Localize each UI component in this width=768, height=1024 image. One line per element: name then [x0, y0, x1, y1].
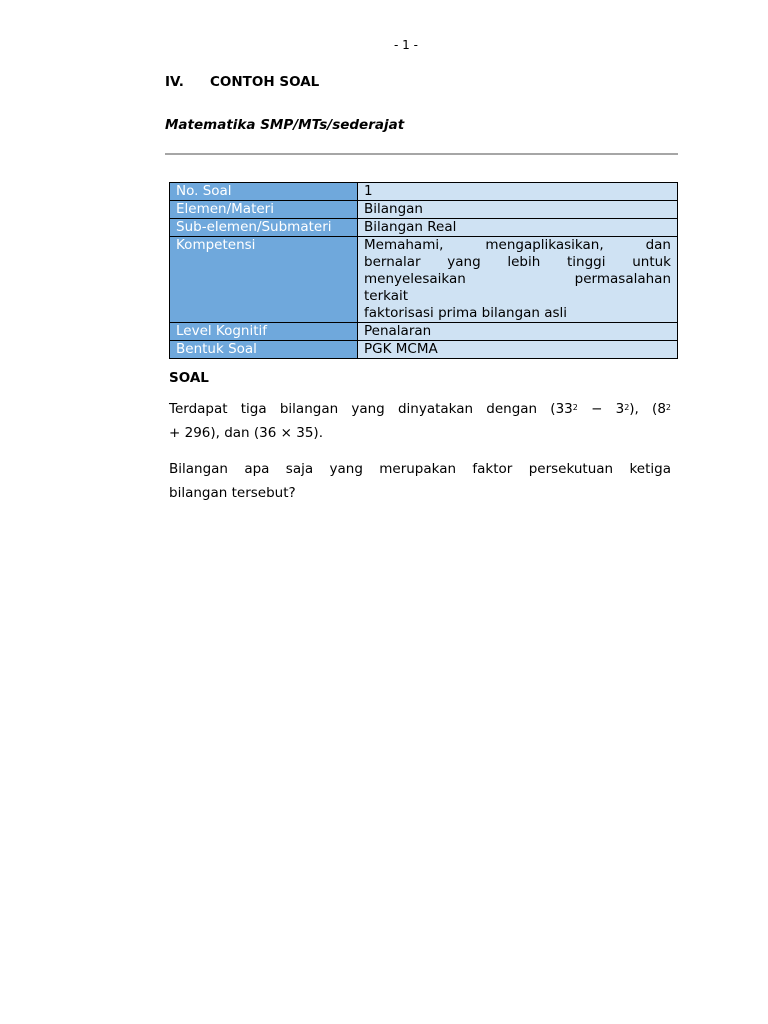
level-label: Level Kognitif	[170, 323, 358, 341]
exponent: 2	[665, 403, 671, 412]
sub-elemen-value: Bilangan Real	[358, 219, 678, 237]
table-row-sub-elemen	[170, 219, 678, 237]
question-line: Bilangan apa saja yang merupakan faktor persekutuan ketiga	[169, 461, 671, 477]
kompetensi-line: faktorisasi prima bilangan asli	[364, 305, 568, 321]
section-heading	[165, 74, 319, 90]
elemen-label: Elemen/Materi	[170, 201, 358, 219]
section-title: CONTOH SOAL	[210, 74, 320, 90]
sub-elemen-label: Sub-elemen/Submateri	[170, 219, 358, 237]
no-soal-label: No. Soal	[170, 183, 358, 201]
kompetensi-line: menyelesaikan permasalahan	[364, 271, 671, 287]
horizontal-divider	[165, 153, 678, 155]
exponent: 2	[572, 403, 578, 412]
page-number: - 1 -	[394, 38, 418, 52]
question-text: ), (8	[629, 401, 666, 417]
kompetensi-line: bernalar yang lebih tinggi untuk	[364, 254, 671, 270]
question-line: + 296), dan (36 × 35).	[169, 425, 323, 441]
no-soal-value: 1	[358, 183, 678, 201]
question-info-table	[169, 182, 678, 359]
question-text: Terdapat tiga bilangan yang dinyatakan dengan (33	[169, 401, 573, 417]
kompetensi-value	[358, 237, 678, 323]
table-row-no-soal	[170, 183, 678, 201]
exponent: 2	[624, 403, 630, 412]
level-value: Penalaran	[358, 323, 678, 341]
bentuk-label: Bentuk Soal	[170, 341, 358, 359]
kompetensi-line: Memahami, mengaplikasikan, dan	[364, 237, 671, 253]
section-number: IV.	[165, 74, 184, 90]
question-text: − 3	[577, 401, 625, 417]
table-row-level	[170, 323, 678, 341]
bentuk-value: PGK MCMA	[358, 341, 678, 359]
table-row-bentuk	[170, 341, 678, 359]
soal-heading: SOAL	[169, 370, 209, 386]
kompetensi-label: Kompetensi	[170, 237, 358, 323]
question-line	[169, 397, 671, 421]
question-paragraph-1	[169, 397, 671, 445]
subject-title: Matematika SMP/MTs/sederajat	[165, 117, 405, 133]
question-line: bilangan tersebut?	[169, 485, 296, 501]
table-row-kompetensi	[170, 237, 678, 323]
elemen-value: Bilangan	[358, 201, 678, 219]
question-paragraph-2	[169, 457, 671, 505]
kompetensi-line: terkait	[364, 288, 409, 304]
table-row-elemen	[170, 201, 678, 219]
